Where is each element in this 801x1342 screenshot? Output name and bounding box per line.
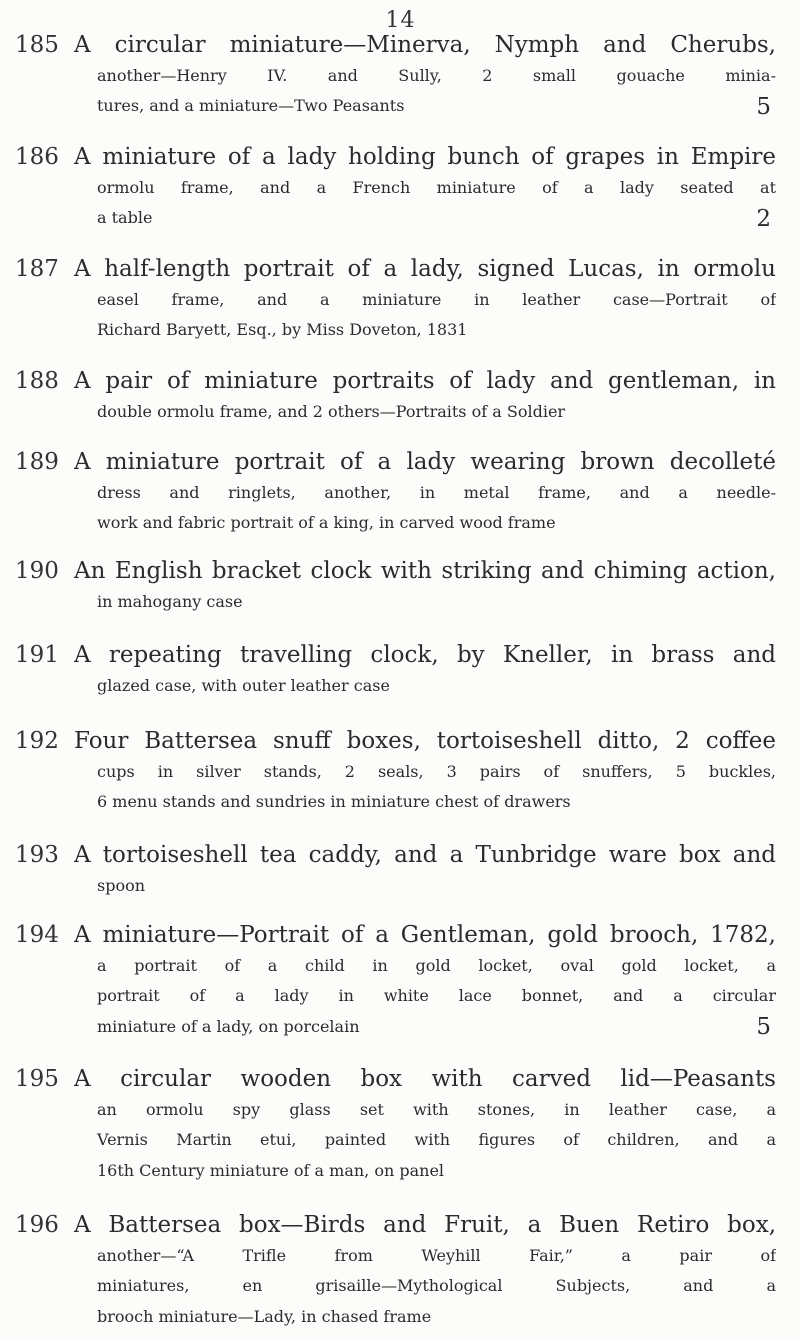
- lot-entry: [0, 447, 801, 539]
- lot-description-line: miniature of a lady, on porcelain: [97, 1016, 360, 1036]
- lot-description-line: A tortoiseshell tea caddy, and a Tunbridge ware box and: [74, 842, 776, 868]
- lot-number: 185: [15, 32, 59, 58]
- lot-description-line: a table: [97, 208, 153, 227]
- lot-number: 193: [15, 842, 59, 868]
- lot-entry: [0, 920, 801, 1042]
- lot-description: [74, 366, 776, 427]
- lot-description-line: tures, and a miniature—Two Peasants: [97, 96, 405, 115]
- lot-description: [74, 30, 776, 122]
- lot-number: 190: [15, 558, 59, 584]
- lot-number: 191: [15, 642, 59, 668]
- lot-number: 192: [15, 728, 59, 754]
- lot-description-line: Four Battersea snuff boxes, tortoiseshell ditto, 2 coffee: [74, 728, 776, 754]
- lot-entry: [0, 30, 801, 122]
- lot-description-line: A circular wooden box with carved lid—Peasants: [74, 1066, 776, 1092]
- lot-quantity: 2: [756, 205, 771, 232]
- lot-description-line: A miniature—Portrait of a Gentleman, gold brooch, 1782,: [74, 922, 776, 948]
- lot-entry: [0, 254, 801, 346]
- lot-description-line: A miniature portrait of a lady wearing brown decolleté: [74, 449, 776, 475]
- lot-number: 195: [15, 1066, 59, 1092]
- lot-description-line: miniatures, en grisaille—Mythological Subjects, and a: [97, 1276, 776, 1295]
- lot-description: [74, 142, 776, 234]
- lot-entry: [0, 726, 801, 818]
- lot-description-line: A half-length portrait of a lady, signed Lucas, in ormolu: [74, 256, 776, 282]
- lot-description-line: An English bracket clock with striking and chiming action,: [74, 558, 776, 584]
- lot-number: 187: [15, 256, 59, 282]
- lot-description: [74, 556, 776, 617]
- lot-number: 186: [15, 144, 59, 170]
- lot-description-line: Vernis Martin etui, painted with figures of children, and a: [97, 1130, 776, 1149]
- lot-description-line: another—Henry IV. and Sully, 2 small gouache minia-: [97, 65, 776, 85]
- lot-description-line: ormolu frame, and a French miniature of a lady seated at: [97, 177, 776, 197]
- lot-description-line: A Battersea box—Birds and Fruit, a Buen Retiro box,: [74, 1212, 776, 1238]
- lot-number: 196: [15, 1212, 59, 1238]
- lot-description-line: cups in silver stands, 2 seals, 3 pairs of snuffers, 5 buckles,: [97, 761, 776, 781]
- lot-description-line: A pair of miniature portraits of lady and gentleman, in: [74, 368, 776, 394]
- lot-description: [74, 640, 776, 701]
- lot-quantity: 5: [756, 1014, 771, 1040]
- lot-description-line: 16th Century miniature of a man, on panel: [97, 1160, 445, 1180]
- lot-entry: [0, 840, 801, 901]
- lot-description-line: A repeating travelling clock, by Kneller, in brass and: [74, 642, 776, 668]
- lot-description: [74, 726, 776, 818]
- lot-entry: [0, 142, 801, 234]
- lot-description-line: portrait of a lady in white lace bonnet, and a circular: [97, 986, 776, 1005]
- lot-description-line: glazed case, with outer leather case: [97, 675, 390, 695]
- lot-number: 194: [15, 922, 59, 948]
- lot-entry: [0, 1210, 801, 1332]
- lot-description-line: brooch miniature—Lady, in chased frame: [97, 1306, 432, 1326]
- lot-description: [74, 254, 776, 346]
- lot-quantity: 5: [756, 93, 771, 120]
- lot-description-line: in mahogany case: [97, 591, 243, 611]
- lot-description: [74, 1210, 776, 1332]
- page-number: 14: [385, 8, 416, 33]
- lot-description-line: double ormolu frame, and 2 others—Portraits of a Soldier: [97, 401, 566, 421]
- lot-description: [74, 1064, 776, 1186]
- lot-description-line: A miniature of a lady holding bunch of grapes in Empire: [74, 144, 776, 170]
- lot-description-line: Richard Baryett, Esq., by Miss Doveton, 1831: [97, 320, 468, 339]
- lot-description-line: A circular miniature—Minerva, Nymph and Cherubs,: [74, 32, 776, 58]
- lot-description: [74, 447, 776, 539]
- lot-description-line: another—“A Trifle from Weyhill Fair,” a pair of: [97, 1245, 776, 1265]
- lot-description-line: spoon: [97, 875, 146, 895]
- lot-description: [74, 920, 776, 1042]
- lot-number: 188: [15, 368, 59, 394]
- lot-description: [74, 840, 776, 901]
- lot-description-line: 6 menu stands and sundries in miniature chest of drawers: [97, 792, 571, 811]
- lot-entry: [0, 1064, 801, 1186]
- lot-entry: [0, 556, 801, 617]
- lot-description-line: an ormolu spy glass set with stones, in leather case, a: [97, 1099, 776, 1119]
- lot-description-line: dress and ringlets, another, in metal frame, and a needle-: [97, 482, 776, 502]
- lot-number: 189: [15, 449, 59, 475]
- lot-description-line: a portrait of a child in gold locket, oval gold locket, a: [97, 955, 776, 975]
- lot-entry: [0, 366, 801, 427]
- lot-description-line: easel frame, and a miniature in leather case—Portrait of: [97, 289, 776, 309]
- lot-description-line: work and fabric portrait of a king, in carved wood frame: [97, 513, 556, 532]
- lot-entry: [0, 640, 801, 701]
